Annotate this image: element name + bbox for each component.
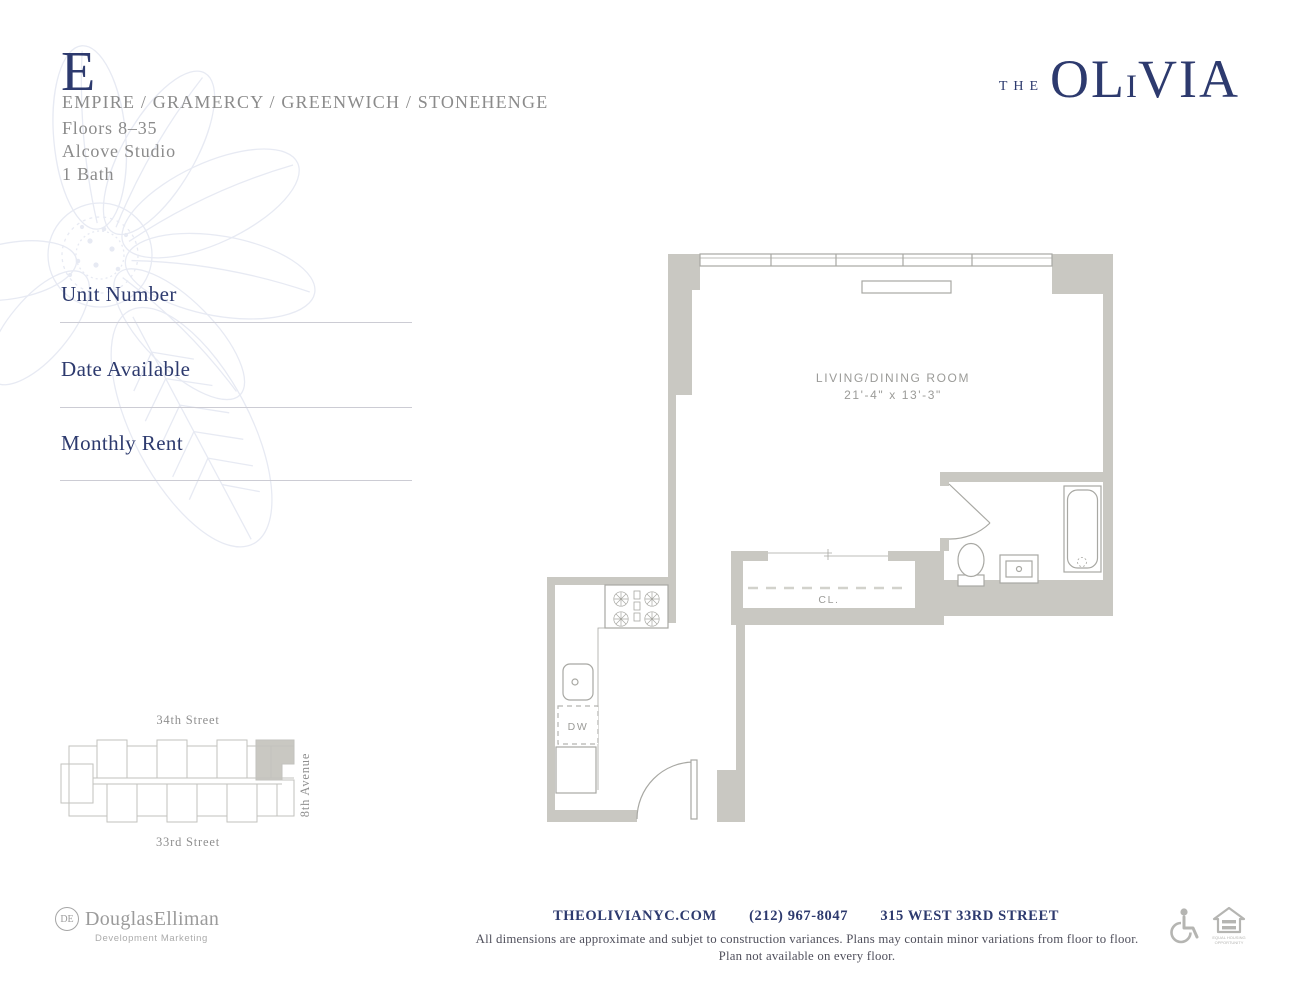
keyplan-footprint xyxy=(61,740,294,822)
equal-housing-text-1: EQUAL HOUSING xyxy=(1212,935,1246,940)
building-names: EMPIRE / GRAMERCY / GREENWICH / STONEHENGE xyxy=(62,92,549,112)
living-room-label: LIVING/DINING ROOM xyxy=(815,371,971,385)
accessibility-icons xyxy=(1168,906,1246,948)
equal-housing-text-2: OPPORTUNITY xyxy=(1214,940,1244,945)
entry-door xyxy=(637,760,697,819)
unit-number-blank-line xyxy=(60,322,412,323)
street-address: 315 WEST 33RD STREET xyxy=(880,908,1060,924)
date-available-label: Date Available xyxy=(61,357,191,381)
phone-number: (212) 967-8047 xyxy=(749,908,849,924)
window-band xyxy=(700,254,1052,266)
closet xyxy=(748,549,910,606)
kitchen-counter-edge xyxy=(598,628,605,790)
kitchen xyxy=(556,585,668,793)
entry-door-leaf xyxy=(691,760,697,819)
bath-door-leaf xyxy=(949,484,990,523)
kitchen-sink xyxy=(563,664,593,700)
bathroom xyxy=(949,484,1101,586)
refrigerator xyxy=(556,747,596,793)
entry-door-swing xyxy=(637,762,694,819)
stove xyxy=(605,585,668,628)
logo-olivia-i: I xyxy=(1126,69,1139,105)
wheelchair-accessible-icon xyxy=(1168,906,1200,948)
douglas-elliman-monogram-icon: DE xyxy=(55,907,79,931)
floor-plan xyxy=(540,250,1120,830)
keyplan-street-bottom: 33rd Street xyxy=(156,835,220,849)
website: THEOLIVIANYC.COM xyxy=(552,908,717,924)
logo-olivia xyxy=(1050,49,1240,109)
disclaimer xyxy=(437,931,1177,964)
floors-range: Floors 8–35 xyxy=(62,118,158,138)
logo-olivia-ol: OL xyxy=(1050,49,1127,109)
living-room-dimensions: 21'-4" x 13'-3" xyxy=(844,388,942,402)
ac-unit xyxy=(862,281,951,293)
bath-count: 1 Bath xyxy=(62,164,115,184)
unit-type: Alcove Studio xyxy=(62,141,176,161)
monthly-rent-label: Monthly Rent xyxy=(61,431,184,455)
contact-line xyxy=(470,908,1142,925)
unit-letter: E xyxy=(61,41,97,103)
bath-door-swing xyxy=(949,523,990,539)
dishwasher-label: DW xyxy=(567,721,589,733)
bathtub xyxy=(1064,486,1101,572)
date-available-blank-line xyxy=(60,407,412,408)
disclaimer-line-1: All dimensions are approximate and subjet to construction variances. Plans may contain minor variations from floor to floor. xyxy=(475,932,1139,946)
logo-the: THE xyxy=(998,79,1045,94)
douglas-elliman-name: DouglasElliman xyxy=(85,907,220,930)
douglas-elliman-tagline: Development Marketing xyxy=(95,933,208,944)
keyplan-street-top: 34th Street xyxy=(156,713,220,727)
douglas-elliman-logo xyxy=(55,907,219,944)
monthly-rent-blank-line xyxy=(60,480,412,481)
closet-label: CL. xyxy=(818,594,840,606)
keyplan-avenue: 8th Avenue xyxy=(298,752,312,818)
logo-olivia-via: VIA xyxy=(1138,49,1240,109)
unit-number-label: Unit Number xyxy=(61,282,177,306)
building-key-plan xyxy=(57,700,319,858)
sink-vanity xyxy=(1000,555,1038,583)
floor-plan-walls xyxy=(547,254,1113,822)
equal-housing-opportunity-icon xyxy=(1212,906,1246,948)
disclaimer-line-2: Plan not available on every floor. xyxy=(718,948,896,963)
the-olivia-logo xyxy=(998,49,1240,109)
dishwasher xyxy=(558,706,598,744)
toilet xyxy=(958,544,984,587)
